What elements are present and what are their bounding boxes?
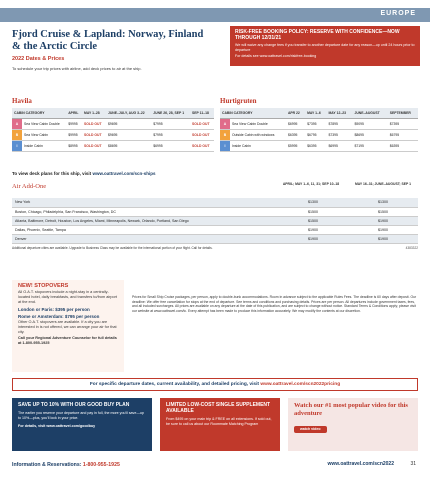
good-buy-body: The earlier you reserve your departure and pay in full, the more you'll save—up to 10%—plus, you'll lock in your price. bbox=[18, 411, 144, 420]
price-cell: $1900 bbox=[348, 235, 418, 244]
deck-plans-text: To view deck plans for this ship, visit bbox=[12, 171, 93, 176]
price-cell: SOLD OUT bbox=[82, 118, 106, 129]
table-row bbox=[220, 129, 418, 140]
price-cell: $7395 bbox=[326, 129, 352, 140]
table-row bbox=[12, 235, 418, 244]
price-cell: SOLD OUT bbox=[82, 129, 106, 140]
table-row bbox=[12, 118, 214, 129]
price-cell: $7995 bbox=[151, 118, 190, 129]
promo-body: We will waive any change fees if you transfer to another departure date for any reason—up until 24 hours prior to departure bbox=[235, 43, 415, 52]
price-cell: $9995 bbox=[66, 129, 82, 140]
price-cell: $6395 bbox=[286, 129, 305, 140]
col-header: CABIN CATEGORY bbox=[12, 108, 66, 118]
intro-text: To schedule your trip prices with airline, add deck prices to air at the ship. bbox=[12, 66, 142, 71]
col-header: MAY 1–6 bbox=[305, 108, 326, 118]
price-cell: $1900 bbox=[348, 216, 418, 225]
price-cell: SOLD OUT bbox=[190, 129, 214, 140]
table-row bbox=[12, 129, 214, 140]
air-col-header-2: MAY 16–31; JUNE–AUGUST; SEP 1 bbox=[354, 182, 412, 186]
rates-table-hurtigruten bbox=[220, 108, 418, 152]
risk-free-promo bbox=[230, 26, 420, 66]
cabin-name: Outside Cabin with windows bbox=[230, 129, 286, 140]
city-cell: Denver bbox=[12, 235, 278, 244]
footer-label: Information & Reservations: bbox=[12, 462, 82, 468]
price-cell: $7995 bbox=[151, 129, 190, 140]
col-header: CABIN CATEGORY bbox=[220, 108, 286, 118]
col-header: JUNE–AUGUST bbox=[352, 108, 387, 118]
price-cell: $1300 bbox=[348, 198, 418, 207]
stopovers-text: All O.A.T. stopovers include a night-stay in a centrally-located hotel, daily breakfasts, and transfers to/from airport at the end. bbox=[18, 290, 117, 304]
col-header: JUNE 26, 28, SEP 1 bbox=[151, 108, 190, 118]
cabin-cat-badge: A bbox=[12, 118, 22, 129]
ship-name-hurtigruten: Hurtigruten bbox=[220, 97, 257, 105]
stopovers-text-2: Other O.A.T. stopovers are available. If a city you are interested in is not offered, we can arrange your air for that city. bbox=[18, 320, 117, 334]
col-header: JUNE–JULY, AUG 3–22 bbox=[106, 108, 151, 118]
cabin-cat-badge: A bbox=[220, 118, 230, 129]
table-row bbox=[12, 198, 418, 207]
cabin-name: Sea View Cabin bbox=[22, 129, 66, 140]
col-header: APR 22 bbox=[286, 108, 305, 118]
price-cell: $1500 bbox=[278, 216, 348, 225]
price-cell: $8695 bbox=[352, 129, 387, 140]
price-cell: $6395 bbox=[305, 140, 326, 151]
price-cell: $6995 bbox=[286, 118, 305, 129]
good-buy-headline: SAVE UP TO 10% WITH OUR GOOD BUY PLAN bbox=[18, 402, 130, 408]
price-cell: $1900 bbox=[278, 226, 348, 235]
watch-video-button[interactable]: watch video bbox=[294, 426, 327, 433]
table-row bbox=[12, 216, 418, 225]
deck-plans-note bbox=[12, 171, 156, 176]
price-cell: $1500 bbox=[278, 207, 348, 216]
table-header-row bbox=[12, 108, 214, 118]
single-supplement-box bbox=[160, 398, 280, 451]
col-header: MAY 1–28 bbox=[82, 108, 106, 118]
price-cell: $7895 bbox=[326, 118, 352, 129]
table-row bbox=[12, 140, 214, 151]
page-number: 31 bbox=[410, 461, 416, 467]
cabin-cat-badge: B bbox=[220, 129, 230, 140]
price-cell: $8995 bbox=[66, 140, 82, 151]
price-cell: SOLD OUT bbox=[190, 140, 214, 151]
promo-headline: RISK-FREE BOOKING POLICY: RESERVE WITH CONFIDENCE—NOW THROUGH 12/31/21 bbox=[235, 29, 400, 41]
price-cell: $6795 bbox=[305, 129, 326, 140]
price-cell: $6995 bbox=[151, 140, 190, 151]
page-title: Fjord Cruise & Lapland: Norway, Finland & the Arctic Circle bbox=[12, 29, 204, 52]
price-cell: $5995 bbox=[286, 140, 305, 151]
price-cell: $6395 bbox=[388, 140, 418, 151]
ship-name-havila: Havila bbox=[12, 97, 32, 105]
section-bar bbox=[0, 8, 430, 22]
good-buy-link[interactable]: For details, visit www.oattravel.com/goodbuy bbox=[18, 424, 96, 429]
price-cell: SOLD OUT bbox=[190, 118, 214, 129]
air-addon-table bbox=[12, 198, 418, 244]
table-header-row bbox=[220, 108, 418, 118]
price-cell: $9695 bbox=[106, 118, 151, 129]
price-cell: $1300 bbox=[278, 198, 348, 207]
price-cell: $9695 bbox=[106, 129, 151, 140]
price-cell: $7395 bbox=[305, 118, 326, 129]
pricing-banner bbox=[12, 378, 418, 391]
stopovers-headline: NEW! STOPOVERS bbox=[18, 283, 69, 289]
page-subtitle: 2022 Dates & Prices bbox=[12, 56, 65, 62]
table-row bbox=[220, 140, 418, 151]
terms-text: Prices for Small Ship Cruise packages, per person, apply to double-bunk accommodations. Room in advance subject to the applicable Rules Fees. The deadline is 60 days after deposit. Our deadline: We offer free cancellation for stops at the end of departure. See terms and conditions and purchasing details. Prices are per person. All departures include government taxes, fees, and all included surcharges. All prices are available on any departure at the date of this publication, and are subject to change without notice. Standard Terms & Conditions apply; please visit our website at www.oattravel.com/tc. Every attempt has been made to produce this information accurately. We may modify the contents at our discretion. bbox=[132, 295, 417, 313]
deck-plans-link[interactable]: www.oattravel.com/scn-ships bbox=[92, 171, 156, 176]
cabin-cat-badge: B bbox=[12, 129, 22, 140]
single-supplement-headline: LIMITED LOW-COST SINGLE SUPPLEMENT AVAILABLE bbox=[166, 402, 271, 414]
price-cell: $1900 bbox=[348, 226, 418, 235]
price-cell: $7195 bbox=[352, 140, 387, 151]
single-supplement-body: From $495 on your main trip & FREE on all extensions. If sold out, be sure to call us about our Roommate Matching Program bbox=[166, 417, 272, 426]
col-header: SEP 11–18 bbox=[190, 108, 214, 118]
stopover-price-2: Rome or Amsterdam: $795 per person bbox=[18, 314, 100, 319]
footer-contact bbox=[12, 462, 120, 468]
promo-link[interactable]: For details see www.oattravel.com/riskfree-booking bbox=[235, 54, 317, 59]
cabin-name: Sea View Cabin Double bbox=[230, 118, 286, 129]
rates-table-havila bbox=[12, 108, 214, 152]
city-cell: Boston, Chicago, Philadelphia, San Francisco, Washington, DC bbox=[12, 207, 278, 216]
cabin-cat-badge: I bbox=[12, 140, 22, 151]
cabin-name: Inside Cabin bbox=[230, 140, 286, 151]
price-cell: $8695 bbox=[106, 140, 151, 151]
table-row bbox=[12, 226, 418, 235]
price-cell: $1500 bbox=[348, 207, 418, 216]
video-box bbox=[288, 398, 418, 451]
price-cell: $6995 bbox=[326, 140, 352, 151]
price-cell: $1900 bbox=[278, 235, 348, 244]
footer-phone[interactable]: 1-800-955-1925 bbox=[82, 462, 120, 468]
price-cell: SOLD OUT bbox=[82, 140, 106, 151]
cabin-name: Inside Cabin bbox=[22, 140, 66, 151]
stopovers-call: Call your Regional Adventure Counselor for full details at 1-800-955-1925 bbox=[18, 336, 117, 345]
pricing-banner-link[interactable]: www.oattravel.com/scn2022pricing bbox=[260, 382, 341, 387]
section-label: EUROPE bbox=[380, 10, 416, 17]
price-cell: $9095 bbox=[352, 118, 387, 129]
good-buy-box bbox=[12, 398, 152, 451]
city-cell: Atlanta, Baltimore, Detroit, Houston, Los Angeles, Miami, Minneapolis, Newark, Orlando, Portland, San Diego bbox=[12, 216, 278, 225]
cabin-cat-badge: I bbox=[220, 140, 230, 151]
air-addon-title: Air Add-One bbox=[12, 183, 47, 190]
price-cell: $9995 bbox=[66, 118, 82, 129]
video-headline: Watch our #1 most popular video for this adventure bbox=[294, 402, 408, 417]
footer-url[interactable]: www.oattravel.com/scn2022 bbox=[327, 461, 394, 467]
col-header: APRIL bbox=[66, 108, 82, 118]
air-col-header-1: APRIL; MAY 1–6, 11, 31; SEP 10–18 bbox=[282, 182, 340, 186]
cabin-name: Sea View Cabin Double bbox=[22, 118, 66, 129]
pricing-banner-text: For specific departure dates, current availability, and detailed pricing, visit bbox=[89, 382, 261, 387]
col-header: MAY 12–23 bbox=[326, 108, 352, 118]
table-row bbox=[220, 118, 418, 129]
air-code: 4383322 bbox=[405, 246, 418, 250]
stopovers-box bbox=[12, 280, 124, 372]
col-header: SEPTEMBER bbox=[388, 108, 418, 118]
price-cell: $7395 bbox=[388, 118, 418, 129]
city-cell: Dallas, Phoenix, Seattle, Tampa bbox=[12, 226, 278, 235]
table-row bbox=[12, 207, 418, 216]
price-cell: $6795 bbox=[388, 129, 418, 140]
city-cell: New York bbox=[12, 198, 278, 207]
stopover-price-1: London or Paris: $395 per person bbox=[18, 307, 90, 312]
air-footnote: Additional departure cities are available. Upgrade to Business Class may be available for the international portion of your flight. Call for details. bbox=[12, 246, 213, 250]
